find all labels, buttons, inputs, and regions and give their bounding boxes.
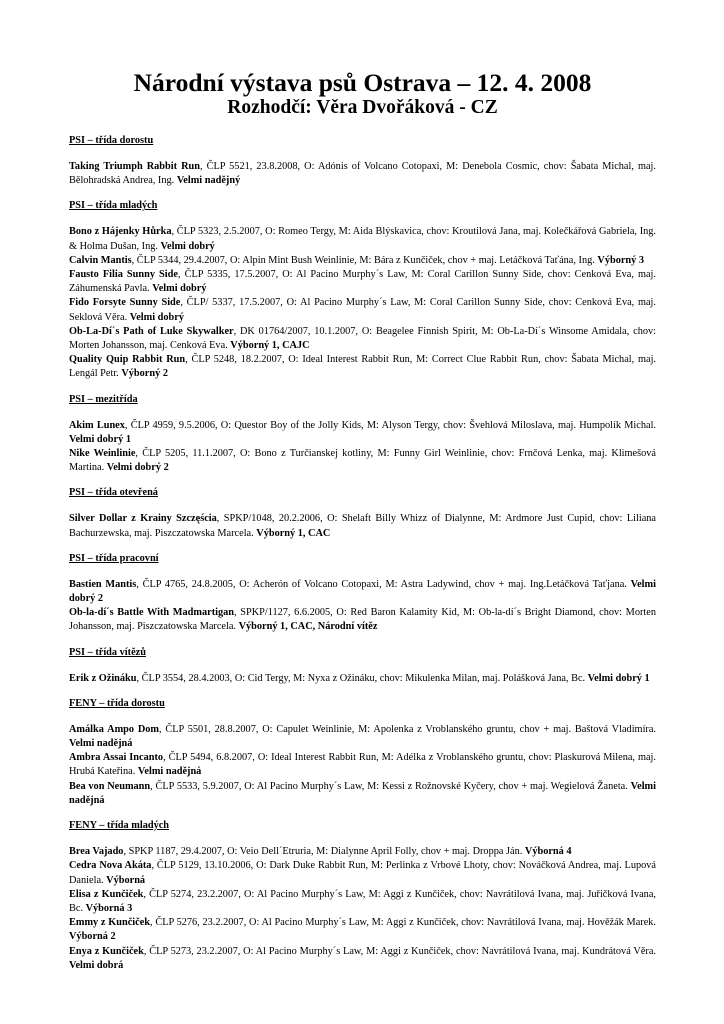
dog-rating: Výborný 2 — [121, 368, 168, 380]
entry-list — [69, 512, 656, 540]
dog-name: Brea Vajado — [69, 846, 124, 858]
dog-rating: Výborná 4 — [524, 846, 572, 858]
dog-name: Calvin Mantis — [69, 254, 132, 266]
section-heading: FENY – třída mladých — [69, 820, 170, 832]
dog-details: , DK 01764/2007, 10.1.2007, O: Beagelee Finnish Spirit, M: Ob-La-Dí´s Winsome Amidala, chov: Morten Johansson, maj. Cenková Eva. — [69, 325, 656, 352]
dog-entry — [69, 225, 656, 253]
dog-rating: Výborná 2 — [69, 931, 116, 943]
dog-details: , SPKP/1048, 20.2.2006, O: Shelaft Billy Whizz of Dialynne, M: Ardmore Just Cupid, chov: Liliana Bachurzewska, maj. Piszczatowska Marcela. — [69, 513, 656, 539]
section-heading: PSI – mezitřída — [69, 393, 138, 405]
dog-details: , ČLP 5276, 23.2.2007, O: Al Pacino Murphy´s Law, M: Aggi z Kunčiček, chov: Navrátilová Ivana, maj. Hověžák Marek. — [150, 917, 657, 929]
dog-name: Fausto Filia Sunny Side — [69, 269, 178, 281]
dog-name: Amálka Ampo Dom — [69, 723, 159, 735]
dog-rating: Velmi dobrý 1 — [587, 672, 650, 684]
section-heading: PSI – třída otevřená — [69, 487, 158, 499]
dog-name: Akim Lunex — [69, 419, 125, 431]
dog-rating: Velmi dobrý 1 — [69, 433, 131, 445]
results-section — [69, 819, 656, 973]
results-list — [69, 134, 656, 973]
dog-name: Ambra Assai Incanto — [69, 752, 164, 764]
dog-entry — [69, 723, 656, 751]
page-title: Národní výstava psů Ostrava – 12. 4. 2008 — [133, 68, 592, 97]
dog-entry — [69, 447, 656, 475]
dog-name: Cedra Nova Akáta — [69, 860, 152, 872]
dog-rating: Výborný 1, CAC — [256, 527, 331, 539]
dog-rating: Výborný 1, CAC, Národní vítěz — [238, 621, 378, 633]
results-section — [69, 552, 656, 635]
dog-name: Nike Weinlinie — [69, 448, 136, 460]
dog-rating: Velmi nadějná — [69, 738, 133, 750]
dog-rating: Velmi nadějná — [69, 780, 657, 806]
dog-entry — [69, 751, 656, 779]
entry-list — [69, 578, 656, 635]
entry-list — [69, 160, 656, 188]
dog-details: , ČLP 5344, 29.4.2007, O: Alpin Mint Bush Weinlinie, M: Bára z Kunčiček, chov + maj. Letáčková Taťána, Ing. — [131, 254, 595, 266]
dog-entry — [69, 780, 656, 808]
dog-rating: Velmi nadějný — [176, 175, 241, 187]
dog-name: Quality Quip Rabbit Run — [69, 354, 186, 366]
dog-entry — [69, 859, 656, 887]
dog-name: Bono z Hájenky Hůrka — [69, 226, 172, 238]
dog-entry — [69, 512, 656, 540]
dog-entry — [69, 888, 656, 916]
entry-list — [69, 419, 656, 476]
dog-details: , ČLP 5501, 28.8.2007, O: Capulet Weinlinie, M: Apolenka z Vroblanského gruntu, chov + maj. Baštová Vladimíra. — [159, 723, 656, 735]
dog-details: , ČLP 5521, 23.8.2008, O: Adónis of Volcano Cotopaxi, M: Denebola Cosmic, chov: Šabata Michal, maj. Bělohradská Andrea, Ing. — [69, 161, 656, 187]
dog-name: Ob-la-dí´s Battle With Madmartigan — [69, 607, 235, 619]
dog-entry — [69, 606, 656, 634]
dog-rating: Velmi dobrá — [69, 959, 124, 971]
section-heading: PSI – třída mladých — [69, 200, 158, 212]
section-heading: PSI – třída dorostu — [69, 135, 154, 146]
dog-details: , ČLP 5205, 11.1.2007, O: Bono z Turčianskej kotliny, M: Funny Girl Weinlinie, chov: Frnčová Lenka, maj. Klimešová Martina. — [69, 448, 657, 474]
dog-entry — [69, 268, 656, 296]
dog-details: , SPKP/1127, 6.6.2005, O: Red Baron Kalamity Kid, M: Ob-la-dí´s Bright Diamond, chov: Morten Johansson, maj. Piszczatowska Marcela. — [69, 607, 656, 633]
entry-list — [69, 845, 656, 973]
dog-details: , ČLP 5274, 23.2.2007, O: Al Pacino Murphy´s Law, M: Aggi z Kunčiček, chov: Navrátilová Ivana, maj. Juřičková Ivana, Bc. — [69, 888, 656, 914]
dog-details: , ČLP 5335, 17.5.2007, O: Al Pacino Murphy´s Law, M: Coral Carillon Sunny Side, chov: Cenková Eva, maj. Záhumenská Pavla. — [69, 269, 656, 295]
entry-list — [69, 225, 656, 381]
results-section — [69, 393, 656, 476]
dog-name: Enya z Kunčiček — [69, 945, 144, 957]
dog-rating: Výborný 3 — [597, 254, 645, 266]
dog-name: Emmy z Kunčiček — [69, 917, 151, 929]
dog-entry — [69, 254, 656, 268]
dog-entry — [69, 353, 656, 381]
dog-rating: Velmi dobrý — [129, 311, 184, 323]
dog-rating: Výborný 1, CAJC — [230, 340, 310, 352]
dog-name: Silver Dollar z Krainy Szczęścia — [69, 513, 217, 525]
dog-details: , ČLP 5323, 2.5.2007, O: Romeo Tergy, M: Aida Blýskavica, chov: Kroutilová Jana, maj. Kolečkářová Gabriela, Ing. & Holma Dušan, Ing. — [69, 226, 657, 252]
dog-entry — [69, 672, 656, 686]
dog-name: Taking Triumph Rabbit Run — [69, 161, 200, 172]
dog-entry — [69, 845, 656, 859]
dog-name: Elisa z Kunčiček — [69, 888, 144, 900]
dog-details: , ČLP 5129, 13.10.2006, O: Dark Duke Rabbit Run, M: Perlinka z Vrbové Lhoty, chov: Nováčková Andrea, maj. Lupová Daniela. — [69, 860, 656, 886]
results-section — [69, 199, 656, 381]
dog-entry — [69, 419, 656, 447]
dog-name: Bastien Mantis — [69, 578, 137, 590]
dog-rating: Velmi dobrý 2 — [69, 578, 656, 605]
dog-name: Fido Forsyte Sunny Side — [69, 297, 181, 309]
dog-rating: Výborná — [106, 874, 146, 886]
entry-list — [69, 723, 656, 808]
dog-details: , ČLP 5248, 18.2.2007, O: Ideal Interest Rabbit Run, M: Correct Clue Rabbit Run, chov: Šabata Michal, maj. Lengál Petr. — [69, 354, 657, 380]
section-heading: PSI – třída vítězů — [69, 646, 146, 658]
section-heading: PSI – třída pracovní — [69, 552, 159, 564]
dog-entry — [69, 945, 656, 973]
dog-details: , ČLP 5533, 5.9.2007, O: Al Pacino Murphy´s Law, M: Kessi z Rožnovské Kyčery, chov + maj. Wegielová Žaneta. — [150, 780, 628, 792]
dog-details: , ČLP 4959, 9.5.2006, O: Questor Boy of the Jolly Kids, M: Alyson Tergy, chov: Švehlová Miloslava, maj. Humpolík Michal. — [124, 419, 657, 431]
dog-entry — [69, 160, 656, 188]
page-subtitle: Rozhodčí: Věra Dvořáková - CZ — [227, 97, 498, 118]
dog-details: , ČLP/ 5337, 17.5.2007, O: Al Pacino Murphy´s Law, M: Coral Carillon Sunny Side, chov: Cenková Eva, maj. Seklová Věra. — [69, 297, 656, 323]
dog-details: , ČLP 5494, 6.8.2007, O: Ideal Interest Rabbit Run, M: Adélka z Vroblanského gruntu, chov: Plaskurová Milena, maj. Hrubá Kateřina. — [69, 752, 656, 778]
results-section — [69, 134, 656, 188]
entry-list — [69, 672, 656, 686]
dog-entry — [69, 578, 656, 606]
dog-rating: Velmi dobrý — [152, 283, 207, 295]
dog-details: , ČLP 4765, 24.8.2005, O: Acherón of Volcano Cotopaxi, M: Astra Ladywind, chov + maj. Ing.Letáčková Taťjana. — [136, 578, 627, 590]
dog-name: Ob-La-Dí´s Path of Luke Skywalker — [69, 325, 234, 337]
dog-name: Erik z Ožináku — [69, 672, 137, 684]
results-section — [69, 697, 656, 808]
dog-rating: Velmi dobrý 2 — [106, 462, 169, 474]
dog-details: , ČLP 3554, 28.4.2003, O: Cid Tergy, M: Nyxa z Ožináku, chov: Mikulenka Milan, maj. Polášková Jana, Bc. — [136, 672, 586, 684]
results-section — [69, 486, 656, 540]
document-page — [69, 68, 656, 984]
dog-name: Bea von Neumann — [69, 780, 151, 792]
dog-entry — [69, 325, 656, 353]
dog-entry — [69, 296, 656, 324]
dog-rating: Výborná 3 — [85, 902, 133, 914]
dog-details: , SPKP 1187, 29.4.2007, O: Veio Dell´Etruria, M: Dialynne April Folly, chov + maj. Droppa Ján. — [123, 846, 523, 858]
dog-rating: Velmi nadějná — [137, 766, 202, 778]
dog-rating: Velmi dobrý — [160, 240, 215, 252]
dog-details: , ČLP 5273, 23.2.2007, O: Al Pacino Murphy´s Law, M: Aggi z Kunčiček, chov: Navrátilová Ivana, maj. Kundrátová Věra. — [143, 945, 656, 957]
results-section — [69, 646, 656, 686]
section-heading: FENY – třída dorostu — [69, 697, 165, 709]
dog-entry — [69, 916, 656, 944]
